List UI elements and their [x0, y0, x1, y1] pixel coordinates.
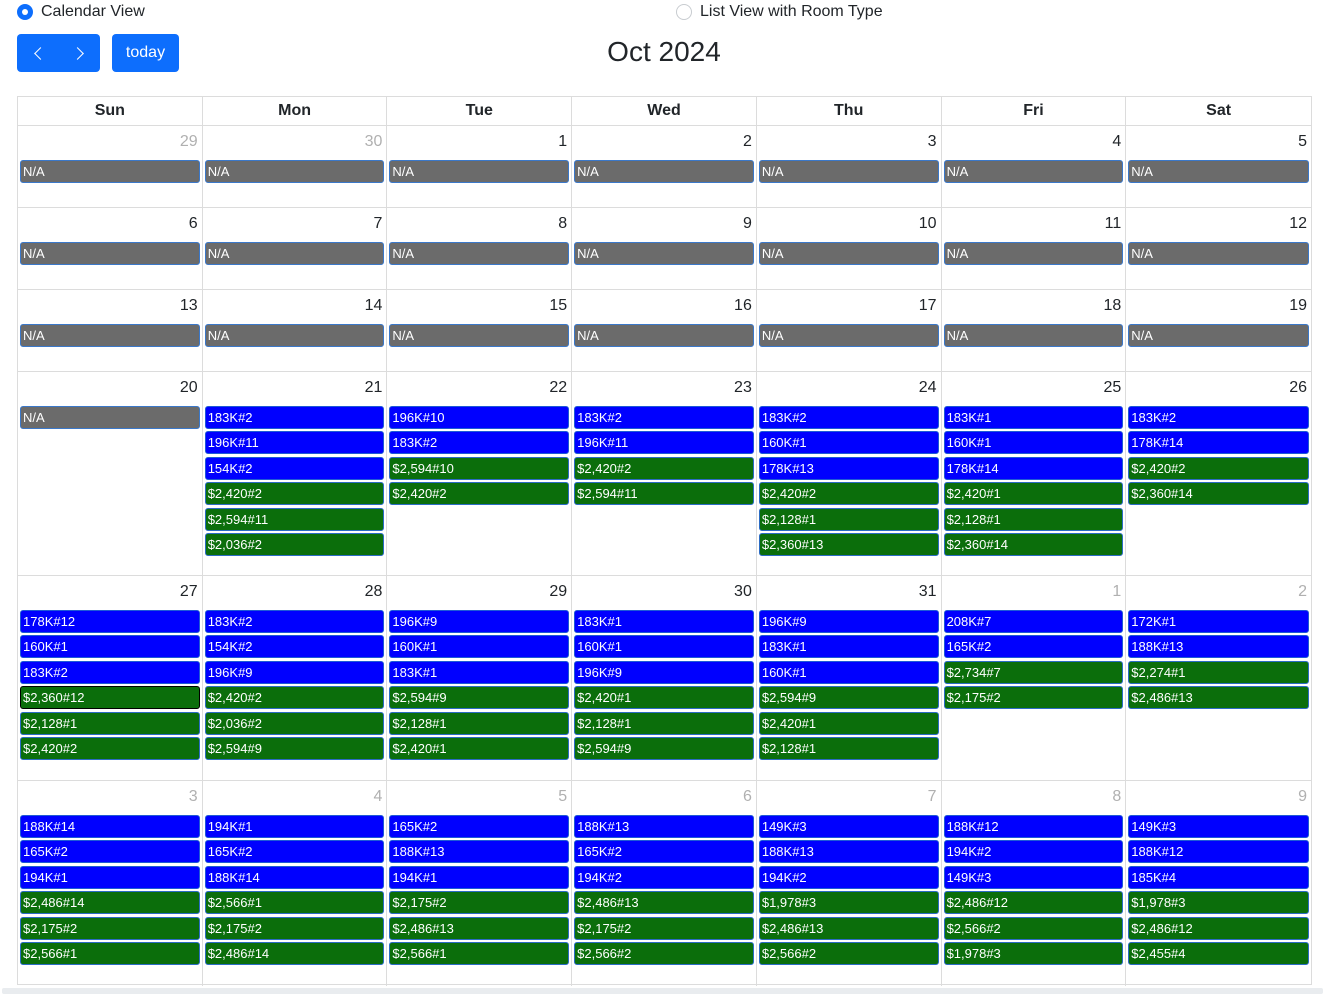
unavailable-event[interactable]: N/A — [1128, 324, 1309, 347]
day-number[interactable]: 21 — [364, 379, 383, 396]
price-event[interactable]: $2,734#7 — [944, 661, 1124, 684]
price-event[interactable]: $2,594#9 — [574, 737, 754, 760]
day-number[interactable]: 4 — [1112, 133, 1122, 150]
price-event[interactable]: $2,128#1 — [759, 508, 939, 531]
today-button[interactable]: today — [112, 34, 179, 72]
day-number[interactable]: 16 — [734, 297, 752, 314]
unavailable-event[interactable]: N/A — [759, 242, 939, 265]
room-event[interactable]: 183K#2 — [1128, 406, 1309, 429]
week-row — [18, 290, 1311, 372]
price-event[interactable]: $2,360#14 — [944, 533, 1124, 556]
room-event[interactable]: 160K#1 — [759, 661, 939, 684]
calendar-toolbar — [17, 34, 1311, 72]
day-number[interactable]: 3 — [927, 133, 937, 150]
price-event[interactable]: $2,594#9 — [759, 686, 939, 709]
calendar-view-radio[interactable] — [17, 4, 33, 20]
chevron-right-icon — [71, 47, 84, 60]
room-event[interactable]: 188K#13 — [759, 840, 939, 863]
unavailable-event[interactable]: N/A — [574, 160, 754, 183]
price-event[interactable]: $2,566#1 — [205, 891, 385, 914]
price-event[interactable]: $2,128#1 — [20, 712, 200, 735]
room-event[interactable]: 194K#1 — [20, 866, 200, 889]
day-cell[interactable] — [757, 372, 942, 575]
price-event[interactable]: $2,420#1 — [944, 482, 1124, 505]
day-number[interactable]: 28 — [364, 583, 383, 600]
day-cell[interactable] — [1126, 126, 1311, 207]
list-view-option[interactable] — [676, 3, 883, 21]
day-cell[interactable] — [572, 372, 757, 575]
day-number[interactable]: 7 — [927, 788, 937, 805]
room-event[interactable]: 194K#1 — [389, 866, 569, 889]
room-event[interactable]: 194K#2 — [574, 866, 754, 889]
day-cell[interactable] — [757, 576, 942, 780]
week-row — [18, 781, 1311, 986]
room-event[interactable]: 178K#14 — [944, 457, 1124, 480]
price-event[interactable]: $2,486#12 — [1128, 917, 1309, 940]
price-event[interactable]: $2,420#2 — [574, 457, 754, 480]
room-event[interactable]: 188K#13 — [574, 815, 754, 838]
nav-button-group — [17, 34, 100, 72]
day-number[interactable]: 18 — [1103, 297, 1122, 314]
price-event[interactable]: $2,420#2 — [205, 686, 385, 709]
unavailable-event[interactable]: N/A — [205, 160, 385, 183]
room-event[interactable]: 188K#12 — [1128, 840, 1309, 863]
unavailable-event[interactable]: N/A — [389, 242, 569, 265]
room-event[interactable]: 183K#2 — [574, 406, 754, 429]
day-cell[interactable] — [942, 290, 1127, 371]
day-number[interactable]: 1 — [1112, 583, 1122, 600]
price-event[interactable]: $1,978#3 — [759, 891, 939, 914]
day-number[interactable]: 9 — [1298, 788, 1307, 805]
day-cell[interactable] — [203, 372, 388, 575]
day-cell[interactable] — [572, 781, 757, 986]
day-of-week-header-cell: Fri — [942, 97, 1127, 125]
list-view-label: List View with Room Type — [700, 3, 883, 20]
price-event[interactable]: $2,594#11 — [205, 508, 385, 531]
unavailable-event[interactable]: N/A — [20, 324, 200, 347]
day-cell[interactable] — [18, 126, 203, 207]
unavailable-event[interactable]: N/A — [20, 406, 200, 429]
room-event[interactable]: 178K#13 — [759, 457, 939, 480]
day-cell[interactable] — [1126, 576, 1311, 780]
day-number[interactable]: 23 — [734, 379, 752, 396]
day-number[interactable]: 29 — [549, 583, 568, 600]
room-event[interactable]: 183K#2 — [759, 406, 939, 429]
day-of-week-header-cell: Tue — [387, 97, 572, 125]
day-number[interactable]: 6 — [188, 215, 198, 232]
room-event[interactable]: 165K#2 — [205, 840, 385, 863]
day-number[interactable]: 31 — [918, 583, 937, 600]
price-event[interactable]: $2,486#13 — [1128, 686, 1309, 709]
day-number[interactable]: 5 — [558, 788, 568, 805]
room-event[interactable]: 183K#2 — [205, 406, 385, 429]
room-event[interactable]: 188K#13 — [389, 840, 569, 863]
day-number[interactable]: 8 — [558, 215, 568, 232]
calendar-weeks — [18, 126, 1311, 986]
day-number[interactable]: 8 — [1112, 788, 1122, 805]
month-calendar-grid — [17, 96, 1312, 985]
day-cell[interactable] — [203, 290, 388, 371]
price-event[interactable]: $2,486#13 — [574, 891, 754, 914]
price-event[interactable]: $2,566#1 — [389, 942, 569, 965]
unavailable-event[interactable]: N/A — [1128, 160, 1309, 183]
price-event[interactable]: $2,486#14 — [20, 891, 200, 914]
day-of-week-header-cell: Thu — [757, 97, 942, 125]
day-cell[interactable] — [757, 290, 942, 371]
day-cell[interactable] — [942, 208, 1127, 289]
day-number[interactable]: 3 — [188, 788, 198, 805]
room-event[interactable]: 183K#2 — [20, 661, 200, 684]
room-event[interactable]: 188K#13 — [1128, 635, 1309, 658]
day-cell[interactable] — [757, 208, 942, 289]
room-event[interactable]: 178K#12 — [20, 610, 200, 633]
price-event[interactable]: $2,128#1 — [389, 712, 569, 735]
price-event[interactable]: $2,420#2 — [389, 482, 569, 505]
room-event[interactable]: 160K#1 — [20, 635, 200, 658]
room-event[interactable]: 188K#12 — [944, 815, 1124, 838]
day-cell[interactable] — [572, 290, 757, 371]
day-number[interactable]: 20 — [179, 379, 198, 396]
unavailable-event[interactable]: N/A — [1128, 242, 1309, 265]
day-number[interactable]: 9 — [742, 215, 752, 232]
room-event[interactable]: 160K#1 — [944, 431, 1124, 454]
next-month-button[interactable] — [59, 34, 100, 72]
day-cell[interactable] — [942, 781, 1127, 986]
day-cell[interactable] — [18, 576, 203, 780]
day-cell[interactable] — [757, 126, 942, 207]
day-cell[interactable] — [203, 576, 388, 780]
room-event[interactable]: 183K#1 — [759, 635, 939, 658]
price-event[interactable]: $2,486#13 — [389, 917, 569, 940]
price-event[interactable]: $2,128#1 — [759, 737, 939, 760]
room-event[interactable]: 149K#3 — [759, 815, 939, 838]
price-event[interactable]: $2,036#2 — [205, 533, 385, 556]
day-number[interactable]: 12 — [1289, 215, 1307, 232]
price-event[interactable]: $2,274#1 — [1128, 661, 1309, 684]
day-number[interactable]: 30 — [364, 133, 383, 150]
room-event[interactable]: 165K#2 — [574, 840, 754, 863]
unavailable-event[interactable]: N/A — [205, 242, 385, 265]
day-number[interactable]: 26 — [1289, 379, 1307, 396]
price-event[interactable]: $2,455#4 — [1128, 942, 1309, 965]
price-event[interactable]: $2,175#2 — [389, 891, 569, 914]
day-cell[interactable] — [1126, 208, 1311, 289]
day-cell[interactable] — [387, 372, 572, 575]
price-event[interactable]: $2,036#2 — [205, 712, 385, 735]
unavailable-event[interactable]: N/A — [20, 242, 200, 265]
day-number[interactable]: 10 — [918, 215, 937, 232]
list-view-radio[interactable] — [676, 4, 692, 20]
room-event[interactable]: 149K#3 — [1128, 815, 1309, 838]
room-event[interactable]: 160K#1 — [574, 635, 754, 658]
room-event[interactable]: 196K#9 — [759, 610, 939, 633]
unavailable-event[interactable]: N/A — [574, 242, 754, 265]
price-event[interactable]: $2,420#1 — [389, 737, 569, 760]
room-event[interactable]: 183K#1 — [389, 661, 569, 684]
room-event[interactable]: 165K#2 — [389, 815, 569, 838]
day-number[interactable]: 24 — [918, 379, 937, 396]
calendar-view-label: Calendar View — [41, 3, 145, 20]
day-number[interactable]: 1 — [558, 133, 568, 150]
price-event[interactable]: $2,486#12 — [944, 891, 1124, 914]
week-row — [18, 576, 1311, 781]
unavailable-event[interactable]: N/A — [759, 160, 939, 183]
day-number[interactable]: 11 — [1104, 215, 1122, 232]
calendar-title: Oct 2024 — [607, 36, 721, 67]
price-event[interactable]: $2,566#2 — [759, 942, 939, 965]
unavailable-event[interactable]: N/A — [389, 324, 569, 347]
room-event[interactable]: 183K#2 — [389, 431, 569, 454]
day-number[interactable]: 15 — [549, 297, 568, 314]
room-event[interactable]: 185K#4 — [1128, 866, 1309, 889]
room-event[interactable]: 188K#14 — [20, 815, 200, 838]
day-of-week-header — [18, 97, 1311, 126]
room-event[interactable]: 149K#3 — [944, 866, 1124, 889]
price-event[interactable]: $2,420#2 — [1128, 457, 1309, 480]
day-cell[interactable] — [942, 372, 1127, 575]
day-number[interactable]: 6 — [742, 788, 752, 805]
room-event[interactable]: 194K#2 — [944, 840, 1124, 863]
room-event[interactable]: 183K#1 — [574, 610, 754, 633]
week-row — [18, 372, 1311, 576]
price-event[interactable]: $2,175#2 — [205, 917, 385, 940]
room-event[interactable]: 188K#14 — [205, 866, 385, 889]
day-cell[interactable] — [203, 126, 388, 207]
price-event[interactable]: $2,420#2 — [759, 482, 939, 505]
price-event[interactable]: $2,486#14 — [205, 942, 385, 965]
price-event[interactable]: $2,594#9 — [205, 737, 385, 760]
day-cell[interactable] — [18, 781, 203, 986]
prev-month-button[interactable] — [17, 34, 59, 72]
room-event[interactable]: 196K#11 — [574, 431, 754, 454]
view-toggle — [17, 3, 1325, 23]
room-event[interactable]: 183K#2 — [205, 610, 385, 633]
day-number[interactable]: 29 — [179, 133, 198, 150]
day-cell[interactable] — [18, 372, 203, 575]
unavailable-event[interactable]: N/A — [759, 324, 939, 347]
day-number[interactable]: 17 — [918, 297, 937, 314]
room-event[interactable]: 196K#9 — [574, 661, 754, 684]
day-number[interactable]: 5 — [1298, 133, 1307, 150]
price-event[interactable]: $2,594#9 — [389, 686, 569, 709]
day-cell[interactable] — [387, 781, 572, 986]
day-number[interactable]: 2 — [1298, 583, 1307, 600]
price-event[interactable]: $2,420#2 — [20, 737, 200, 760]
price-event[interactable]: $2,566#1 — [20, 942, 200, 965]
price-event[interactable]: $2,128#1 — [944, 508, 1124, 531]
price-event[interactable]: $2,175#2 — [944, 686, 1124, 709]
day-cell[interactable] — [387, 290, 572, 371]
day-number[interactable]: 19 — [1289, 297, 1307, 314]
price-event[interactable]: $2,360#14 — [1128, 482, 1309, 505]
unavailable-event[interactable]: N/A — [944, 242, 1124, 265]
room-event[interactable]: 194K#1 — [205, 815, 385, 838]
day-cell[interactable] — [387, 126, 572, 207]
day-cell[interactable] — [572, 208, 757, 289]
price-event[interactable]: $2,360#12 — [20, 686, 200, 709]
day-cell[interactable] — [572, 126, 757, 207]
day-number[interactable]: 30 — [734, 583, 752, 600]
day-cell[interactable] — [572, 576, 757, 780]
day-number[interactable]: 2 — [742, 133, 752, 150]
price-event[interactable]: $1,978#3 — [944, 942, 1124, 965]
room-event[interactable]: 172K#1 — [1128, 610, 1309, 633]
day-cell[interactable] — [203, 781, 388, 986]
day-of-week-header-cell: Sun — [18, 97, 203, 125]
price-event[interactable]: $2,420#1 — [574, 686, 754, 709]
day-cell[interactable] — [203, 208, 388, 289]
price-event[interactable]: $2,360#13 — [759, 533, 939, 556]
room-event[interactable]: 154K#2 — [205, 457, 385, 480]
room-event[interactable]: 154K#2 — [205, 635, 385, 658]
unavailable-event[interactable]: N/A — [205, 324, 385, 347]
room-event[interactable]: 160K#1 — [759, 431, 939, 454]
room-event[interactable]: 183K#1 — [944, 406, 1124, 429]
day-of-week-header-cell: Sat — [1206, 102, 1232, 119]
price-event[interactable]: $2,175#2 — [20, 917, 200, 940]
day-cell[interactable] — [942, 126, 1127, 207]
unavailable-event[interactable]: N/A — [574, 324, 754, 347]
room-event[interactable]: 196K#9 — [389, 610, 569, 633]
day-cell[interactable] — [387, 208, 572, 289]
room-event[interactable]: 196K#9 — [205, 661, 385, 684]
price-event[interactable]: $1,978#3 — [1128, 891, 1309, 914]
price-event[interactable]: $2,594#11 — [574, 482, 754, 505]
room-event[interactable]: 165K#2 — [20, 840, 200, 863]
price-event[interactable]: $2,420#1 — [759, 712, 939, 735]
horizontal-scrollbar[interactable] — [2, 988, 1323, 994]
room-event[interactable]: 165K#2 — [944, 635, 1124, 658]
room-event[interactable]: 208K#7 — [944, 610, 1124, 633]
room-event[interactable]: 178K#14 — [1128, 431, 1309, 454]
room-event[interactable]: 196K#11 — [205, 431, 385, 454]
day-cell[interactable] — [387, 576, 572, 780]
price-event[interactable]: $2,486#13 — [759, 917, 939, 940]
price-event[interactable]: $2,128#1 — [574, 712, 754, 735]
price-event[interactable]: $2,420#2 — [205, 482, 385, 505]
day-number[interactable]: 22 — [549, 379, 568, 396]
price-event[interactable]: $2,175#2 — [574, 917, 754, 940]
chevron-left-icon — [34, 47, 47, 60]
day-number[interactable]: 25 — [1103, 379, 1122, 396]
day-cell[interactable] — [757, 781, 942, 986]
day-of-week-header-cell: Mon — [203, 97, 388, 125]
day-number[interactable]: 14 — [364, 297, 383, 314]
price-event[interactable]: $2,566#2 — [574, 942, 754, 965]
price-event[interactable]: $2,594#10 — [389, 457, 569, 480]
week-row — [18, 208, 1311, 290]
price-event[interactable]: $2,566#2 — [944, 917, 1124, 940]
room-event[interactable]: 160K#1 — [389, 635, 569, 658]
unavailable-event[interactable]: N/A — [389, 160, 569, 183]
day-cell[interactable] — [1126, 372, 1311, 575]
unavailable-event[interactable]: N/A — [944, 324, 1124, 347]
day-number[interactable]: 27 — [179, 583, 198, 600]
day-cell[interactable] — [1126, 290, 1311, 371]
room-event[interactable]: 196K#10 — [389, 406, 569, 429]
day-number[interactable]: 13 — [179, 297, 198, 314]
day-cell[interactable] — [942, 576, 1127, 780]
day-cell[interactable] — [18, 208, 203, 289]
calendar-view-option[interactable] — [17, 3, 145, 21]
day-of-week-header-cell: Wed — [572, 97, 757, 125]
day-number[interactable]: 7 — [373, 215, 383, 232]
room-event[interactable]: 194K#2 — [759, 866, 939, 889]
day-cell[interactable] — [18, 290, 203, 371]
unavailable-event[interactable]: N/A — [20, 160, 200, 183]
day-cell[interactable] — [1126, 781, 1311, 986]
day-number[interactable]: 4 — [373, 788, 383, 805]
unavailable-event[interactable]: N/A — [944, 160, 1124, 183]
week-row — [18, 126, 1311, 208]
